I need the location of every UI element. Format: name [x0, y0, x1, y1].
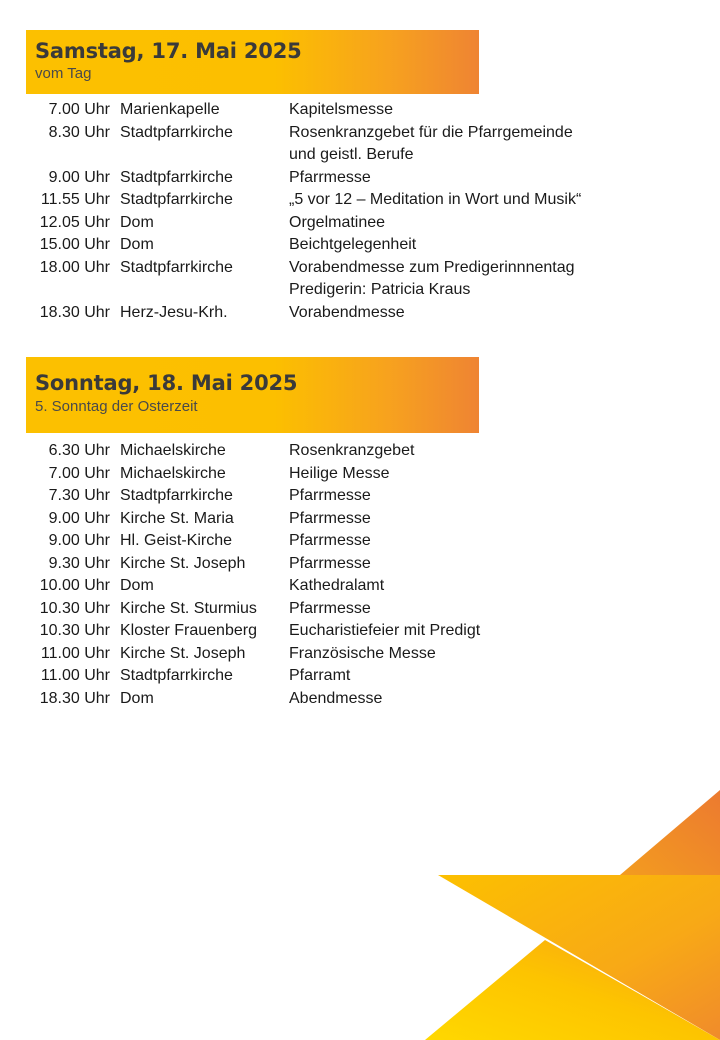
entry-event: Kapitelsmesse	[289, 101, 394, 118]
entry-time: 7.30 Uhr	[48, 487, 110, 504]
entry-event: Pfarrmesse	[289, 487, 371, 504]
entry-place: Herz-Jesu-Krh.	[120, 303, 228, 321]
entry-event: Pfarrmesse	[289, 532, 371, 549]
entry-place: Kloster Frauenberg	[120, 622, 257, 639]
entry-event: Vorabendmesse zum Predigerinnnentag	[289, 258, 575, 276]
day-subtitle: 5. Sonntag der Osterzeit	[35, 398, 198, 415]
entry-time: 11.55 Uhr	[40, 191, 110, 208]
entry-event: Pfarrmesse	[289, 599, 371, 617]
entry-place: Kirche St. Maria	[120, 509, 234, 527]
entry-event: Rosenkranzgebet für die Pfarrgemeinde	[289, 123, 573, 141]
entry-event: Eucharistiefeier mit Predigt	[289, 622, 481, 639]
entry-time: 6.30 Uhr	[48, 442, 110, 459]
entry-place: Stadtpfarrkirche	[120, 258, 233, 276]
entry-time: 8.30 Uhr	[48, 123, 110, 141]
entry-event: Orgelmatinee	[289, 213, 386, 231]
entry-event: Pfarrmesse	[289, 554, 371, 572]
entry-place: Stadtpfarrkirche	[120, 191, 233, 208]
entry-event: Französische Messe	[289, 644, 436, 662]
entry-time: 9.30 Uhr	[48, 554, 110, 572]
entry-place: Stadtpfarrkirche	[120, 667, 233, 684]
entry-place: Kirche St. Joseph	[120, 644, 246, 662]
entry-event: Abendmesse	[289, 689, 383, 707]
entry-place: Stadtpfarrkirche	[120, 487, 233, 504]
entry-time: 18.30 Uhr	[39, 689, 110, 707]
entry-time: 9.00 Uhr	[48, 532, 110, 549]
entry-time: 18.30 Uhr	[39, 303, 110, 321]
entry-time: 10.30 Uhr	[39, 622, 110, 639]
entry-time: 12.05 Uhr	[39, 213, 110, 231]
entry-time: 15.00 Uhr	[39, 236, 110, 253]
entry-event: Pfarrmesse	[289, 168, 371, 186]
entry-time: 10.30 Uhr	[39, 599, 110, 617]
entry-place: Michaelskirche	[120, 464, 226, 482]
entry-time: 7.00 Uhr	[48, 464, 110, 482]
entry-event-continuation: und geistl. Berufe	[289, 146, 414, 163]
day-title: Samstag, 17. Mai 2025	[35, 39, 302, 63]
decorative-triangle-top	[620, 790, 720, 875]
entry-place: Kirche St. Joseph	[120, 554, 246, 572]
entry-time: 11.00 Uhr	[40, 644, 110, 662]
entry-place: Dom	[120, 213, 154, 231]
entry-place: Dom	[120, 236, 154, 253]
entry-event: Heilige Messe	[289, 464, 390, 482]
entry-place: Michaelskirche	[120, 442, 226, 459]
day-subtitle: vom Tag	[35, 65, 92, 82]
entry-event: Pfarramt	[289, 667, 351, 684]
entry-event: Pfarrmesse	[289, 509, 371, 527]
entry-time: 18.00 Uhr	[39, 258, 110, 276]
entry-place: Dom	[120, 689, 154, 707]
entry-time: 9.00 Uhr	[48, 509, 110, 527]
entry-place: Stadtpfarrkirche	[120, 168, 233, 186]
entry-place: Dom	[120, 577, 154, 594]
entry-time: 11.00 Uhr	[40, 667, 110, 684]
entry-place: Stadtpfarrkirche	[120, 123, 233, 141]
day-title: Sonntag, 18. Mai 2025	[35, 371, 298, 395]
entry-event: Beichtgelegenheit	[289, 236, 417, 253]
entry-place: Marienkapelle	[120, 101, 220, 118]
entry-time: 10.00 Uhr	[39, 577, 110, 594]
entry-time: 7.00 Uhr	[48, 101, 110, 118]
entry-event: Rosenkranzgebet	[289, 442, 415, 459]
entry-event: „5 vor 12 – Meditation in Wort und Musik“	[289, 191, 582, 208]
entry-time: 9.00 Uhr	[48, 168, 110, 186]
entry-place: Hl. Geist-Kirche	[120, 532, 233, 549]
entry-event: Vorabendmesse	[289, 303, 405, 321]
entry-place: Kirche St. Sturmius	[120, 599, 257, 617]
entry-event-continuation: Predigerin: Patricia Kraus	[289, 281, 471, 298]
entry-event: Kathedralamt	[289, 577, 385, 594]
